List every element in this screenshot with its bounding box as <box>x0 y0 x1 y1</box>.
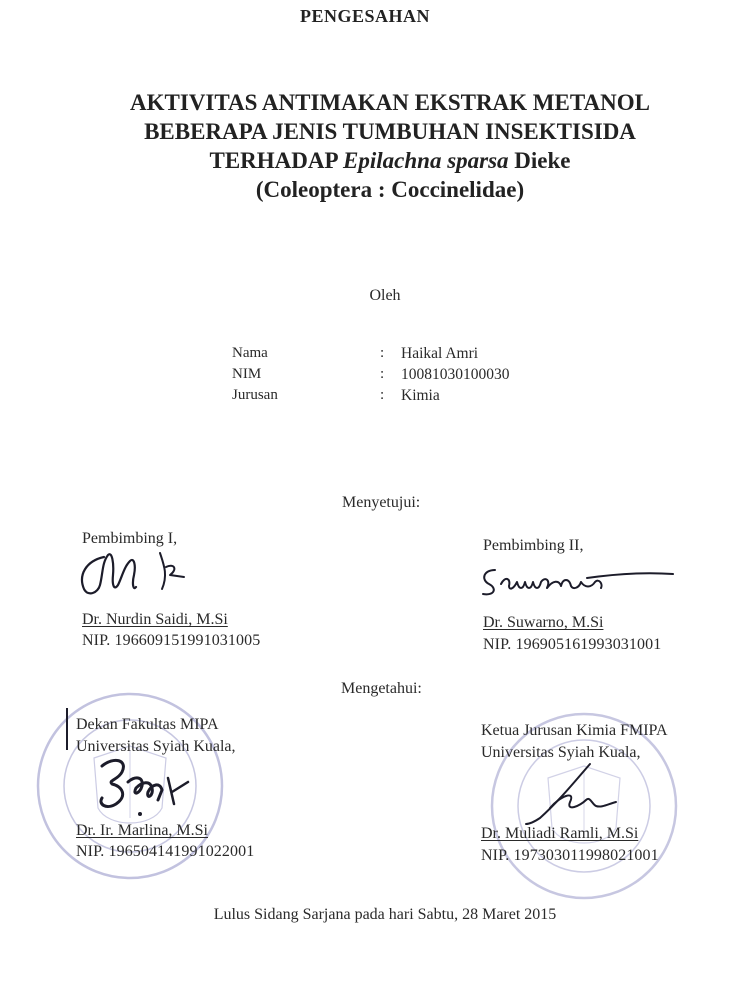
nim-separator: : <box>380 366 385 382</box>
nim-value: 10081030100030 <box>401 366 510 383</box>
head-role-line2: Universitas Syiah Kuala, <box>481 744 641 761</box>
name-label: Nama <box>232 345 268 361</box>
supervisor1-name: Dr. Nurdin Saidi, M.Si <box>82 611 228 628</box>
nim-label: NIM <box>232 366 262 382</box>
title-line-3-prefix: TERHADAP <box>209 148 344 173</box>
department-label: Jurusan <box>232 387 278 403</box>
graduation-note-suffix: Maret 2015 <box>478 906 557 923</box>
dean-nip: NIP. 196504141991022001 <box>76 843 255 860</box>
by-label: Oleh <box>369 287 401 304</box>
species-name: Epilachna sparsa <box>343 148 509 173</box>
supervisor1-nip: NIP. 196609151991031005 <box>82 632 261 649</box>
supervisor1-role: Pembimbing I, <box>82 530 178 547</box>
acknowledged-label: Mengetahui: <box>341 680 422 697</box>
title-line-3-suffix: Dieke <box>508 148 571 173</box>
title-line-4: (Coleoptera : Coccinelidae) <box>255 177 525 202</box>
name-separator: : <box>380 345 385 361</box>
supervisor2-name: Dr. Suwarno, M.Si <box>483 614 604 631</box>
supervisor2-signature <box>475 560 675 600</box>
head-signature <box>520 760 620 830</box>
approved-label: Menyetujui: <box>342 494 421 511</box>
supervisor2-nip: NIP. 196905161993031001 <box>483 636 662 653</box>
ink-mark <box>66 708 68 750</box>
title-line-1: AKTIVITAS ANTIMAKAN EKSTRAK METANOL <box>130 90 650 115</box>
dean-role-line1: Dekan Fakultas MIPA <box>76 716 219 733</box>
name-value: Haikal Amri <box>401 345 479 362</box>
head-nip: NIP. 197303011998021001 <box>481 847 659 864</box>
title-line-2: BEBERAPA JENIS TUMBUHAN INSEKTISIDA <box>144 119 636 144</box>
department-value: Kimia <box>401 387 440 404</box>
dean-role-line2: Universitas Syiah Kuala, <box>76 738 236 755</box>
supervisor2-role: Pembimbing II, <box>483 537 584 554</box>
graduation-day: 28 <box>462 906 479 923</box>
head-role-line1: Ketua Jurusan Kimia FMIPA <box>481 722 668 739</box>
department-separator: : <box>380 387 385 403</box>
graduation-note <box>0 906 730 924</box>
dean-signature <box>88 752 198 824</box>
title-line-3 <box>60 146 720 175</box>
dean-name: Dr. Ir. Marlina, M.Si <box>76 822 208 839</box>
head-name: Dr. Muliadi Ramli, M.Si <box>481 825 639 842</box>
supervisor1-signature <box>70 545 220 605</box>
page-header: PENGESAHAN <box>299 6 430 26</box>
graduation-note-prefix: Lulus Sidang Sarjana pada hari Sabtu, <box>213 906 463 923</box>
thesis-title <box>60 88 720 204</box>
